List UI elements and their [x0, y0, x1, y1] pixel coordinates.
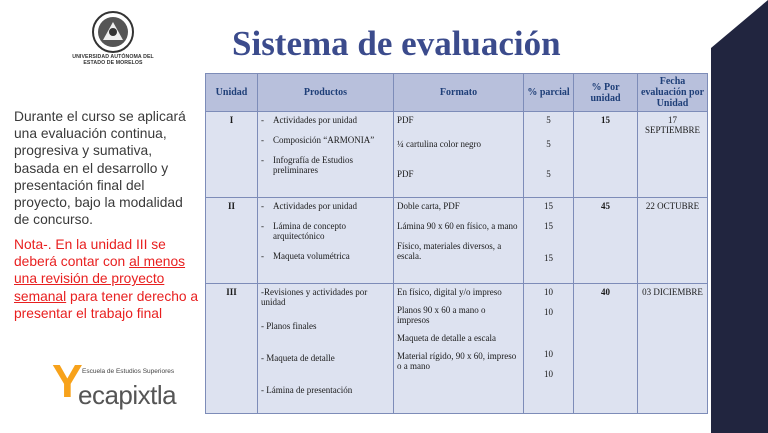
- format-item: PDF: [397, 115, 414, 125]
- product-item: Lámina de concepto arquitectónico: [273, 221, 346, 241]
- partial-item: 5: [546, 169, 551, 179]
- product-item: - Lámina de presentación: [261, 385, 353, 395]
- format-item: Planos 90 x 60 a mano o impresos: [397, 305, 486, 325]
- product-item: Maqueta volumétrica: [273, 251, 350, 261]
- header-por-unidad: % Por unidad: [574, 74, 638, 112]
- product-item: Composición “ARMONIA”: [273, 135, 375, 145]
- partial-item: 15: [544, 221, 553, 231]
- partial-item: 15: [544, 253, 553, 263]
- header-formato: Formato: [394, 74, 524, 112]
- header-parcial: % parcial: [524, 74, 574, 112]
- unit-total-cell: 45: [574, 198, 638, 284]
- product-item: Actividades por unidad: [273, 115, 357, 125]
- product-item: Infografía de Estudios preliminares: [273, 155, 353, 175]
- product-item: - Maqueta de detalle: [261, 353, 335, 363]
- format-item: Lámina 90 x 60 en físico, a mano: [397, 221, 518, 231]
- note-part-c: para tener derecho a presentar el trabajo final: [14, 288, 199, 321]
- product-item: - Planos finales: [261, 321, 317, 331]
- partial-item: 10: [544, 287, 553, 297]
- uaem-logo: [62, 10, 164, 76]
- partial-cell: [524, 112, 574, 198]
- format-item: Físico, materiales diversos, a escala.: [397, 241, 502, 261]
- format-item: Maqueta de detalle a escala: [397, 333, 496, 343]
- note-text: [14, 236, 199, 322]
- partial-item: 5: [546, 139, 551, 149]
- table-row: [206, 284, 708, 414]
- date-cell: 17 SEPTIEMBRE: [638, 112, 708, 198]
- format-item: ¼ cartulina color negro: [397, 139, 481, 149]
- header-productos: Productos: [258, 74, 394, 112]
- format-item: Doble carta, PDF: [397, 201, 460, 211]
- header-unidad: Unidad: [206, 74, 258, 112]
- format-item: En físico, digital y/o impreso: [397, 287, 502, 297]
- date-cell: 03 DICIEMBRE: [638, 284, 708, 414]
- partial-item: 10: [544, 307, 553, 317]
- format-item: PDF: [397, 169, 414, 179]
- bar-fold: [711, 0, 768, 48]
- format-cell: [394, 284, 524, 414]
- header-fecha: Fecha evaluación por Unidad: [638, 74, 708, 112]
- format-cell: [394, 112, 524, 198]
- uaem-seal-icon: [91, 10, 135, 54]
- ecap-logo-name: ecapixtla: [78, 380, 177, 410]
- right-decorative-bar: [711, 0, 768, 433]
- unit-total-cell: 40: [574, 284, 638, 414]
- date-cell: 22 OCTUBRE: [638, 198, 708, 284]
- unit-cell: I: [206, 112, 258, 198]
- products-cell: - Actividades por unidad - Composición “ARMONIA” - Infografía de Estudios preliminares: [258, 112, 394, 198]
- ecap-logo-subtitle: Escuela de Estudios Superiores: [82, 368, 175, 375]
- format-item: Material rígido, 90 x 60, impreso o a mano: [397, 351, 517, 371]
- university-name-line1: UNIVERSIDAD AUTÓNOMA DEL: [72, 54, 154, 60]
- partial-cell: [524, 198, 574, 284]
- unit-cell: II: [206, 198, 258, 284]
- unit-total-cell: 15: [574, 112, 638, 198]
- partial-cell: [524, 284, 574, 414]
- note-part-a: Nota-. En la unidad III se deberá contar con: [14, 237, 166, 270]
- product-item: -Revisiones y actividades por unidad: [261, 287, 368, 307]
- note-underlined: al menos una revisión de proyecto semanal: [14, 254, 186, 304]
- table-row: [206, 112, 708, 198]
- products-cell: [258, 284, 394, 414]
- page-title: Sistema de evaluación: [232, 24, 561, 63]
- format-cell: [394, 198, 524, 284]
- university-name-line2: ESTADO DE MORELOS: [83, 60, 143, 66]
- partial-item: 5: [546, 115, 551, 125]
- table-row: [206, 198, 708, 284]
- table-header-row: [206, 74, 708, 112]
- products-cell: - Actividades por unidad - Lámina de concepto arquitectónico - Maqueta volumétrica: [258, 198, 394, 284]
- intro-text: Durante el curso se aplicará una evaluación continua, progresiva y sumativa, basada en el desarrollo y presentación final del proyecto, bajo la modalidad de concurso.: [14, 109, 186, 228]
- partial-item: 15: [544, 201, 553, 211]
- partial-item: 10: [544, 349, 553, 359]
- unit-cell: III: [206, 284, 258, 414]
- partial-item: 10: [544, 369, 553, 379]
- evaluation-table: [205, 73, 708, 414]
- ecap-logo-letter: Y: [52, 355, 83, 407]
- ecapixtla-logo: [52, 355, 182, 422]
- product-item: Actividades por unidad: [273, 201, 357, 211]
